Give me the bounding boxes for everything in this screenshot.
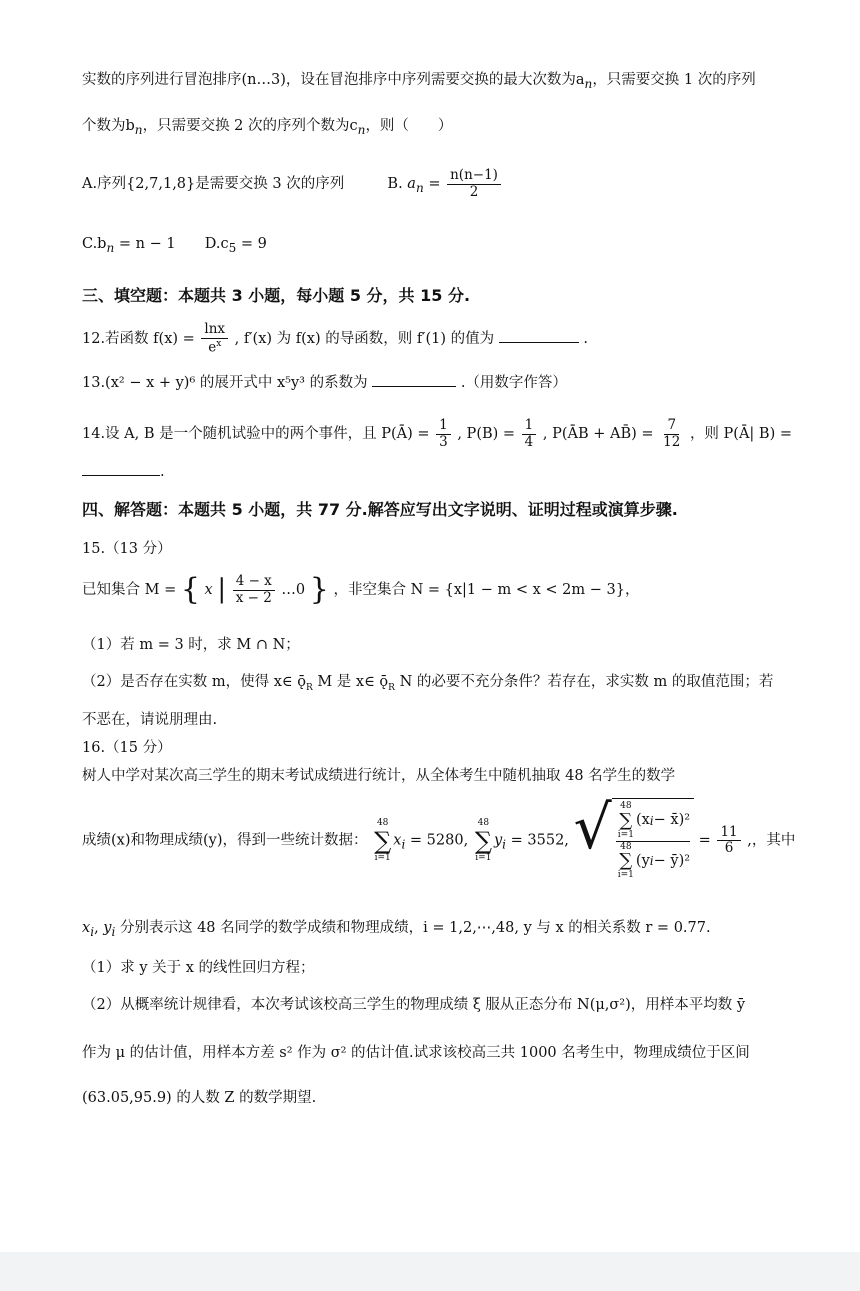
q11-options-cd: $C.b_n = n - 1$ $D.c_5 = 9$ [82,236,267,255]
sum2-top: 48 [477,817,490,828]
q14-line [82,418,792,450]
q15-set-x: x [204,582,213,598]
q14-prefix: 14.设 A, B 是一个随机试验中的两个事件，且 P(Ā) = [82,426,435,443]
q14-end: . [160,464,165,480]
q11-option-c-rest: = n − 1 [114,236,176,252]
sqrt-den: (y [635,852,650,869]
q16-line2: 成绩(x)和物理成绩(y)，得到一些统计数据： 48 ∑ i=1 $x_i = 5280$, 48 ∑ i=1 $y_i = 3552$, √ 48 ∑ i=1 (x i − x̄)² 48 ∑ i=1 (y i − ȳ)² = $\frac{11}{6}$ ,，其中 [82,798,795,883]
q16-part1: （1）求 y 关于 x 的线性回归方程； [82,960,315,976]
q12-suffix: . [583,330,588,347]
q15-line1-prefix: 已知集合 M = [82,582,181,598]
sqrt-num-top: 48 [620,801,632,811]
q15-line1: 已知集合 M = { x | $\frac{4 - x}{x - 2}$ …0 } ，非空集合 N = {x|1 − m < x < 2m − 3}， [82,572,640,607]
sum2-value: = 3552, [506,832,569,849]
sum1-var: x [393,832,402,849]
q16-line3: $x_i$, $y_i$ 分别表示这 48 名同学的数学成绩和物理成绩，i = 1,2,⋯,48, y 与 x 的相关系数 r = 0.77. [82,920,711,939]
q12-prefix: 12.若函数 f(x) = [82,330,200,347]
q11-line2-text: 个数为b [82,118,135,134]
q11-option-a: A.序列{2,7,1,8}是需要交换 3 次的序列 [82,176,345,193]
sqrt-den-bottom: i=1 [617,870,634,881]
q14-answer-blank[interactable] [82,475,160,476]
section4-heading: 四、解答题：本题共 5 小题，共 77 分.解答应写出文字说明、证明过程或演算步骤. [82,500,678,519]
sum1-value: = 5280, [405,832,469,849]
q11-option-b-fraction [447,168,501,200]
q11-option-b-num: n(n−1) [447,168,501,185]
page-footer-bar [0,1252,860,1291]
sqrt-expression: √ 48 ∑ i=1 (x i − x̄)² 48 ∑ i=1 (y i − ȳ)² [574,798,695,883]
q16-line2-suffix: ,，其中 [747,832,796,849]
q14-mid2: , P(ĀB + AB̄) = [542,426,659,443]
q12-answer-blank[interactable] [499,342,579,343]
q14-frac2 [522,418,537,450]
q14-line2 [82,464,165,481]
q15-part1: （1）若 m = 3 时，求 M ∩ N； [82,637,300,653]
q16-ratio-den: 6 [724,840,734,857]
q14-frac1-den: 3 [439,433,448,450]
q11-line2: 个数为$b_n$，只需要交换 2 次的序列个数为$c_n$，则（ ） [82,118,453,137]
q16-ratio [717,825,740,857]
q15-frac-den: x − 2 [235,589,272,606]
q13-answer-blank[interactable] [372,386,456,387]
section3-heading: 三、填空题：本题共 3 小题，每小题 5 分，共 15 分. [82,286,471,305]
q16-line1: 树人中学对某次高三学生的期末考试成绩进行统计，从全体考生中随机抽取 48 名学生的数学 [82,768,676,784]
q11-option-b-den: 2 [469,183,479,200]
q14-mid1: , P(B) = [457,426,520,443]
q12-mid: , f′(x) 为 f(x) 的导函数，则 f′(1) 的值为 [234,330,495,347]
q15-part2-b: M 是 x∈ ǭ [317,674,389,690]
q11-line1-end: ，只需要交换 1 次的序列 [592,72,756,88]
sum-symbol-1: 48 ∑ i=1 [374,817,392,863]
q16-line3-var: x [82,920,91,936]
q12-frac-den-wrap: $e^x$ [208,338,222,356]
q12-frac-den: e [208,339,217,356]
q16-part2-cont: 作为 μ 的估计值，用样本方差 s² 作为 σ² 的估计值.试求该校高三共 1000 名考生中，物理成绩位于区间 [82,1045,750,1061]
q16-line3-rest: 分别表示这 48 名同学的数学成绩和物理成绩，i = 1,2,⋯,48, y 与 x 的相关系数 r = 0.77. [119,920,711,936]
sqrt-num-bottom: i=1 [617,829,634,840]
q14-frac3 [660,418,683,450]
q11-options-ab: A.序列{2,7,1,8}是需要交换 3 次的序列 B. $a_n$ = $\frac{n(n-1)}{2}$ [82,168,503,200]
q11-option-b-label: B. [387,176,403,193]
q11-option-d-rest: = 9 [236,236,267,252]
q14-frac1-num: 1 [436,418,451,435]
q12-fraction [201,322,228,356]
q16-line2-prefix: 成绩(x)和物理成绩(y)，得到一些统计数据： [82,832,368,849]
sum2-var: y [493,832,503,849]
q13-line [82,375,567,392]
q15-part2-a: （2）是否存在实数 m，使得 x∈ ǭ [82,674,306,690]
q14-frac1 [436,418,451,450]
sum-symbol-2: 48 ∑ i=1 [474,817,492,863]
sqrt-den-tail: − ȳ)² [653,852,691,869]
q11-line2-mid: ，只需要交换 2 次的序列个数为c [142,118,358,134]
q15-line1-suffix: ，非空集合 N = {x|1 − m < x < 2m − 3}， [333,582,640,598]
sum2-bottom: i=1 [475,852,492,863]
q13-text: 13.(x² − x + y)⁶ 的展开式中 x⁵y³ 的系数为 [82,375,368,391]
sqrt-num-tail: − x̄)² [653,812,691,829]
q15-part2-c: N 的必要不充分条件？若存在，求实数 m 的取值范围；若 [399,674,774,690]
q14-suffix: ，则 P(Ā| B) = [689,426,792,443]
q11-option-d: D.c [204,236,229,252]
q12-line [82,322,588,356]
sqrt-num: (x [635,812,650,829]
q16-part2: （2）从概率统计规律看，本次考试该校高三学生的物理成绩 ξ 服从正态分布 N(μ,σ²)，用样本平均数 ȳ [82,997,746,1013]
q15-head: 15.（13 分） [82,541,172,557]
q14-frac2-den: 4 [524,433,534,450]
q12-frac-num: lnx [201,322,228,339]
q16-part2-end: (63.05,95.9) 的人数 Z 的数学期望. [82,1090,317,1106]
sum1-bottom: i=1 [374,852,391,863]
q15-set-tail: …0 [281,582,306,598]
q14-frac2-num: 1 [522,418,537,435]
q11-line1-text: 实数的序列进行冒泡排序(n…3)，设在冒泡排序中序列需要交换的最大次数为a [82,72,585,88]
q11-option-c: C.b [82,236,107,252]
q15-part2: （2）是否存在实数 m，使得 x∈ $ǭ_R$ M 是 x∈ $ǭ_R$ N 的必要不充分条件？若存在，求实数 m 的取值范围；若 [82,674,774,693]
sum1-top: 48 [376,817,389,828]
q11-line2-end: ，则（ ） [365,118,453,134]
q16-ratio-num: 11 [717,825,740,842]
q14-frac3-num: 7 [664,418,679,435]
q16-head: 16.（15 分） [82,740,172,756]
q15-frac-num: 4 − x [233,574,275,591]
q14-frac3-den: 12 [663,433,681,450]
q11-line1: 实数的序列进行冒泡排序(n…3)，设在冒泡排序中序列需要交换的最大次数为$a_n$，只需要交换 1 次的序列 [82,72,756,91]
q15-part2-cont: 不恶在，请说朋理由. [82,712,218,728]
q15-set-fraction [233,574,275,606]
sqrt-den-top: 48 [620,841,632,852]
q13-suffix: .（用数字作答） [460,375,567,391]
